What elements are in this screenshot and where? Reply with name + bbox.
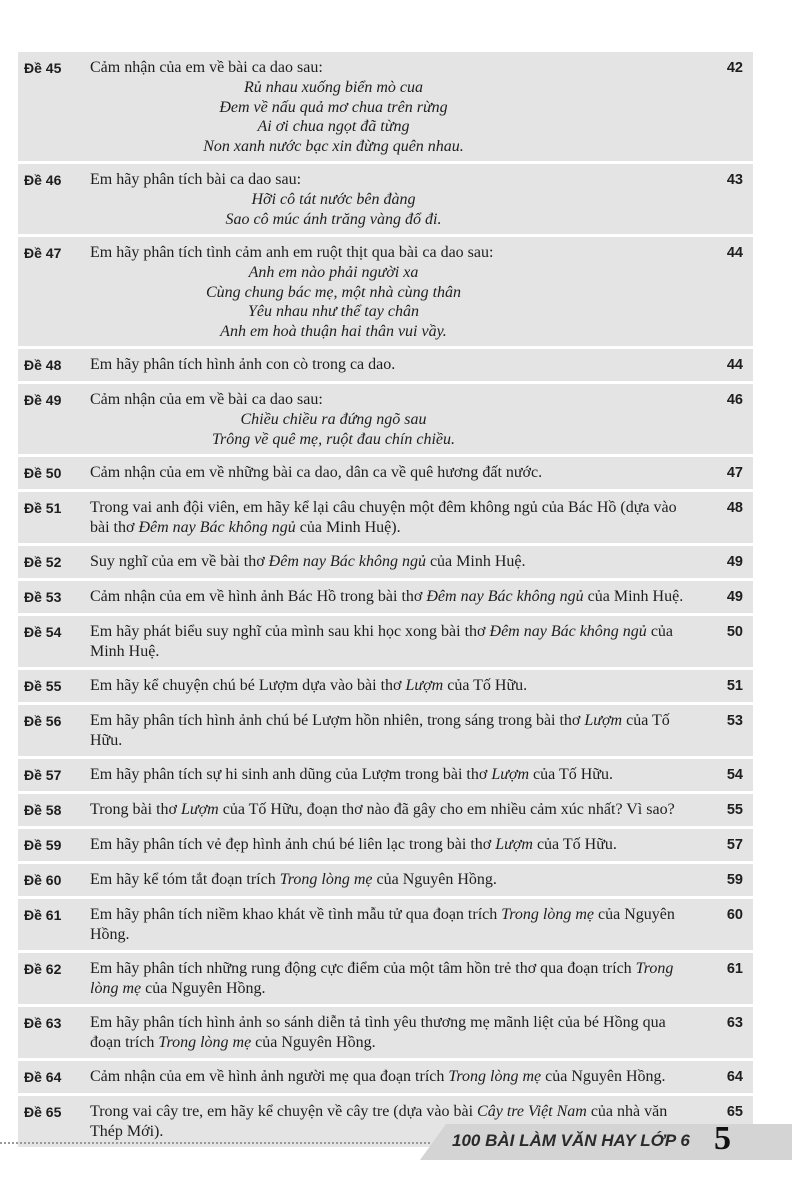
verse-line: Trông về quê mẹ, ruột đau chín chiều. xyxy=(211,430,456,448)
entry-page: 63 xyxy=(726,1015,743,1031)
prompt-segment: của Nguyên Hồng. xyxy=(251,1034,376,1051)
prompt-segment: của Tố Hữu, đoạn thơ nào đã gây cho em nhiều cảm xúc nhất? Vì sao? xyxy=(218,801,675,818)
verse-line: Anh em nào phải người xa xyxy=(248,264,419,281)
entry-number: Đề 45 xyxy=(24,60,62,76)
toc-entry xyxy=(18,670,753,702)
entry-text xyxy=(90,959,687,999)
toc-entry xyxy=(18,794,753,826)
prompt-segment: của Minh Huệ. xyxy=(425,553,526,570)
prompt-segment: của nhà văn Thép Mới). xyxy=(90,1103,668,1140)
toc-entry xyxy=(18,349,753,381)
entry-page: 61 xyxy=(726,961,743,977)
prompt-segment: của Tố Hữu. xyxy=(529,766,613,783)
prompt-segment: Em hãy kể chuyện chú bé Lượm dựa vào bài thơ xyxy=(90,677,406,694)
entry-prompt xyxy=(90,170,687,190)
entry-number: Đề 59 xyxy=(24,837,62,853)
entry-text xyxy=(90,765,687,786)
table-of-contents xyxy=(18,52,753,1147)
entry-prompt xyxy=(90,58,687,78)
prompt-segment: Em hãy phân tích tình cảm anh em ruột thịt qua bài ca dao sau: xyxy=(90,244,494,261)
prompt-segment: của Tố Hữu. xyxy=(443,677,528,694)
work-title: Lượm xyxy=(584,712,623,729)
entry-page: 43 xyxy=(726,172,743,188)
prompt-segment: của Nguyên Hồng. xyxy=(141,980,266,997)
entry-page: 60 xyxy=(726,907,743,923)
work-title: Đêm nay Bác không ngủ xyxy=(489,623,647,640)
verse-block xyxy=(0,78,687,156)
entry-text xyxy=(90,170,687,229)
entry-page: 48 xyxy=(726,500,743,516)
prompt-segment: Em hãy phân tích bài ca dao sau: xyxy=(90,171,302,188)
entry-text xyxy=(90,835,687,856)
toc-entry xyxy=(18,237,753,346)
entry-number: Đề 47 xyxy=(24,245,62,261)
toc-entry xyxy=(18,1007,753,1058)
toc-entry xyxy=(18,546,753,578)
entry-page: 55 xyxy=(726,802,743,818)
entry-page: 64 xyxy=(726,1069,743,1085)
entry-page: 49 xyxy=(726,589,743,605)
prompt-segment: Cảm nhận của em về hình ảnh Bác Hồ trong bài thơ xyxy=(90,588,427,605)
work-title: Lượm xyxy=(495,836,533,853)
entry-number: Đề 48 xyxy=(24,357,62,373)
entry-number: Đề 53 xyxy=(24,589,62,605)
prompt-segment: Em hãy phân tích niềm khao khát về tình mẫu tử qua đoạn trích xyxy=(90,906,502,923)
entry-prompt xyxy=(90,355,687,375)
prompt-segment: Em hãy phân tích những rung động cực điểm của một tâm hồn trẻ thơ qua đoạn trích xyxy=(90,960,636,977)
entry-number: Đề 57 xyxy=(24,767,62,783)
entry-prompt xyxy=(90,498,687,538)
entry-text xyxy=(90,587,687,608)
verse-line: Non xanh nước bạc xin đừng quên nhau. xyxy=(203,137,464,155)
entry-page: 47 xyxy=(726,465,743,481)
entry-prompt xyxy=(90,587,687,607)
prompt-segment: của Nguyên Hồng. xyxy=(372,871,497,888)
prompt-segment: của Nguyên Hồng. xyxy=(541,1068,666,1085)
prompt-segment: Em hãy phân tích hình ảnh con cò trong ca dao. xyxy=(90,356,396,373)
verse-line: Chiều chiều ra đứng ngõ sau xyxy=(240,411,427,428)
entry-text xyxy=(90,390,687,449)
entry-prompt xyxy=(90,905,687,945)
toc-entry xyxy=(18,953,753,1004)
verse-line: Yêu nhau như thể tay chân xyxy=(248,303,419,320)
entry-page: 53 xyxy=(726,713,743,729)
prompt-segment: Cảm nhận của em về những bài ca dao, dân ca về quê hương đất nước. xyxy=(90,464,543,481)
footer-dotted-rule xyxy=(0,1142,430,1144)
entry-number: Đề 65 xyxy=(24,1104,62,1120)
prompt-segment: Em hãy phân tích hình ảnh chú bé Lượm hồn nhiên, trong sáng trong bài thơ xyxy=(90,712,585,729)
entry-prompt xyxy=(90,622,687,662)
toc-entry xyxy=(18,1061,753,1093)
entry-prompt xyxy=(90,711,687,751)
work-title: Lượm xyxy=(491,766,530,783)
verse-line: Anh em hoà thuận hai thân vui vầy. xyxy=(220,322,447,340)
entry-text xyxy=(90,1013,687,1053)
entry-page: 42 xyxy=(726,60,743,76)
toc-entry xyxy=(18,384,753,454)
entry-page: 44 xyxy=(726,357,743,373)
prompt-segment: của Minh Huệ. xyxy=(90,623,674,660)
entry-prompt xyxy=(90,835,687,855)
entry-text xyxy=(90,711,687,751)
page-number: 5 xyxy=(714,1120,731,1157)
verse-line: Sao cô múc ánh trăng vàng đổ đi. xyxy=(225,210,442,228)
toc-entry xyxy=(18,52,753,161)
verse-line: Hỡi cô tát nước bên đàng xyxy=(251,191,416,208)
entry-page: 65 xyxy=(726,1104,743,1120)
entry-page: 49 xyxy=(726,554,743,570)
prompt-segment: Cảm nhận của em về hình ảnh người mẹ qua đoạn trích xyxy=(90,1068,449,1085)
work-title: Đêm nay Bác không ngủ xyxy=(426,588,584,605)
entry-text xyxy=(90,676,687,697)
prompt-segment: của Tố Hữu. xyxy=(90,712,670,749)
entry-text xyxy=(90,355,687,376)
entry-prompt xyxy=(90,765,687,785)
entry-number: Đề 49 xyxy=(24,392,62,408)
verse-block xyxy=(0,410,687,449)
entry-text xyxy=(90,463,687,484)
entry-number: Đề 46 xyxy=(24,172,62,188)
entry-prompt xyxy=(90,552,687,572)
entry-page: 50 xyxy=(726,624,743,640)
work-title: Đêm nay Bác không ngủ xyxy=(138,519,296,536)
entry-text xyxy=(90,905,687,945)
prompt-segment: Trong vai cây tre, em hãy kể chuyện về cây tre (dựa vào bài xyxy=(90,1103,478,1120)
entry-prompt xyxy=(90,676,687,696)
prompt-segment: của Nguyên Hồng. xyxy=(90,906,675,943)
work-title: Lượm xyxy=(181,801,219,818)
entry-number: Đề 64 xyxy=(24,1069,62,1085)
entry-prompt xyxy=(90,959,687,999)
work-title: Lượm xyxy=(405,677,444,694)
work-title: Trong lòng mẹ xyxy=(448,1068,542,1085)
entry-number: Đề 58 xyxy=(24,802,62,818)
entry-page: 57 xyxy=(726,837,743,853)
toc-entry xyxy=(18,759,753,791)
entry-page: 44 xyxy=(726,245,743,261)
entry-number: Đề 61 xyxy=(24,907,62,923)
toc-entry xyxy=(18,457,753,489)
entry-prompt xyxy=(90,870,687,890)
verse-block xyxy=(0,263,687,341)
entry-number: Đề 50 xyxy=(24,465,62,481)
toc-entry xyxy=(18,864,753,896)
work-title: Trong lòng mẹ xyxy=(501,906,594,923)
verse-line: Ai ơi chua ngọt đã từng xyxy=(257,118,410,135)
prompt-segment: Em hãy kể tóm tắt đoạn trích xyxy=(90,871,280,888)
prompt-segment: Em hãy phân tích hình ảnh so sánh diễn tả tình yêu thương mẹ mãnh liệt của bé Hồng qua đoạn trích xyxy=(90,1014,666,1051)
work-title: Cây tre Việt Nam xyxy=(477,1103,587,1120)
entry-number: Đề 51 xyxy=(24,500,62,516)
entry-text xyxy=(90,622,687,662)
entry-text xyxy=(90,498,687,538)
prompt-segment: Em hãy phân tích vẻ đẹp hình ảnh chú bé liên lạc trong bài thơ xyxy=(90,836,496,853)
entry-number: Đề 55 xyxy=(24,678,62,694)
entry-prompt xyxy=(90,1067,687,1087)
entry-text xyxy=(90,1067,687,1088)
toc-entry xyxy=(18,164,753,234)
entry-number: Đề 60 xyxy=(24,872,62,888)
entry-text xyxy=(90,552,687,573)
entry-number: Đề 63 xyxy=(24,1015,62,1031)
prompt-segment: Em hãy phân tích sự hi sinh anh dũng của Lượm trong bài thơ xyxy=(90,766,492,783)
entry-text xyxy=(90,870,687,891)
toc-entry xyxy=(18,705,753,756)
entry-page: 54 xyxy=(726,767,743,783)
toc-entry xyxy=(18,581,753,613)
prompt-segment: Trong vai anh đội viên, em hãy kể lại câu chuyện một đêm không ngủ của Bác Hồ (dựa vào bài thơ xyxy=(90,499,677,536)
entry-text xyxy=(90,58,687,156)
work-title: Trong lòng mẹ xyxy=(90,960,674,997)
entry-number: Đề 54 xyxy=(24,624,62,640)
entry-page: 46 xyxy=(726,392,743,408)
prompt-segment: Trong bài thơ xyxy=(90,801,181,818)
entry-number: Đề 62 xyxy=(24,961,62,977)
toc-entry xyxy=(18,492,753,543)
entry-prompt xyxy=(90,463,687,483)
prompt-segment: Cảm nhận của em về bài ca dao sau: xyxy=(90,391,323,408)
verse-line: Rủ nhau xuống biển mò cua xyxy=(243,79,424,96)
book-title: 100 BÀI LÀM VĂN HAY LỚP 6 xyxy=(452,1131,690,1150)
prompt-segment: Suy nghĩ của em về bài thơ xyxy=(90,553,269,570)
toc-entry xyxy=(18,899,753,950)
entry-text xyxy=(90,243,687,341)
entry-page: 51 xyxy=(726,678,743,694)
prompt-segment: Cảm nhận của em về bài ca dao sau: xyxy=(90,59,323,76)
work-title: Trong lòng mẹ xyxy=(158,1034,252,1051)
work-title: Trong lòng mẹ xyxy=(279,871,373,888)
prompt-segment: của Minh Huệ). xyxy=(295,519,401,536)
verse-block xyxy=(0,190,687,229)
entry-prompt xyxy=(90,390,687,410)
entry-prompt xyxy=(90,800,687,820)
entry-prompt xyxy=(90,243,687,263)
entry-text xyxy=(90,800,687,821)
entry-page: 59 xyxy=(726,872,743,888)
verse-line: Cùng chung bác mẹ, một nhà cùng thân xyxy=(205,283,462,301)
toc-entry xyxy=(18,616,753,667)
toc-entry xyxy=(18,829,753,861)
entry-prompt xyxy=(90,1013,687,1053)
prompt-segment: Em hãy phát biểu suy nghĩ của mình sau khi học xong bài thơ xyxy=(90,623,490,640)
work-title: Đêm nay Bác không ngủ xyxy=(268,553,426,570)
entry-number: Đề 56 xyxy=(24,713,62,729)
entry-number: Đề 52 xyxy=(24,554,62,570)
prompt-segment: của Minh Huệ. xyxy=(583,588,684,605)
prompt-segment: của Tố Hữu. xyxy=(532,836,617,853)
verse-line: Đem về nấu quả mơ chua trên rừng xyxy=(219,98,448,116)
